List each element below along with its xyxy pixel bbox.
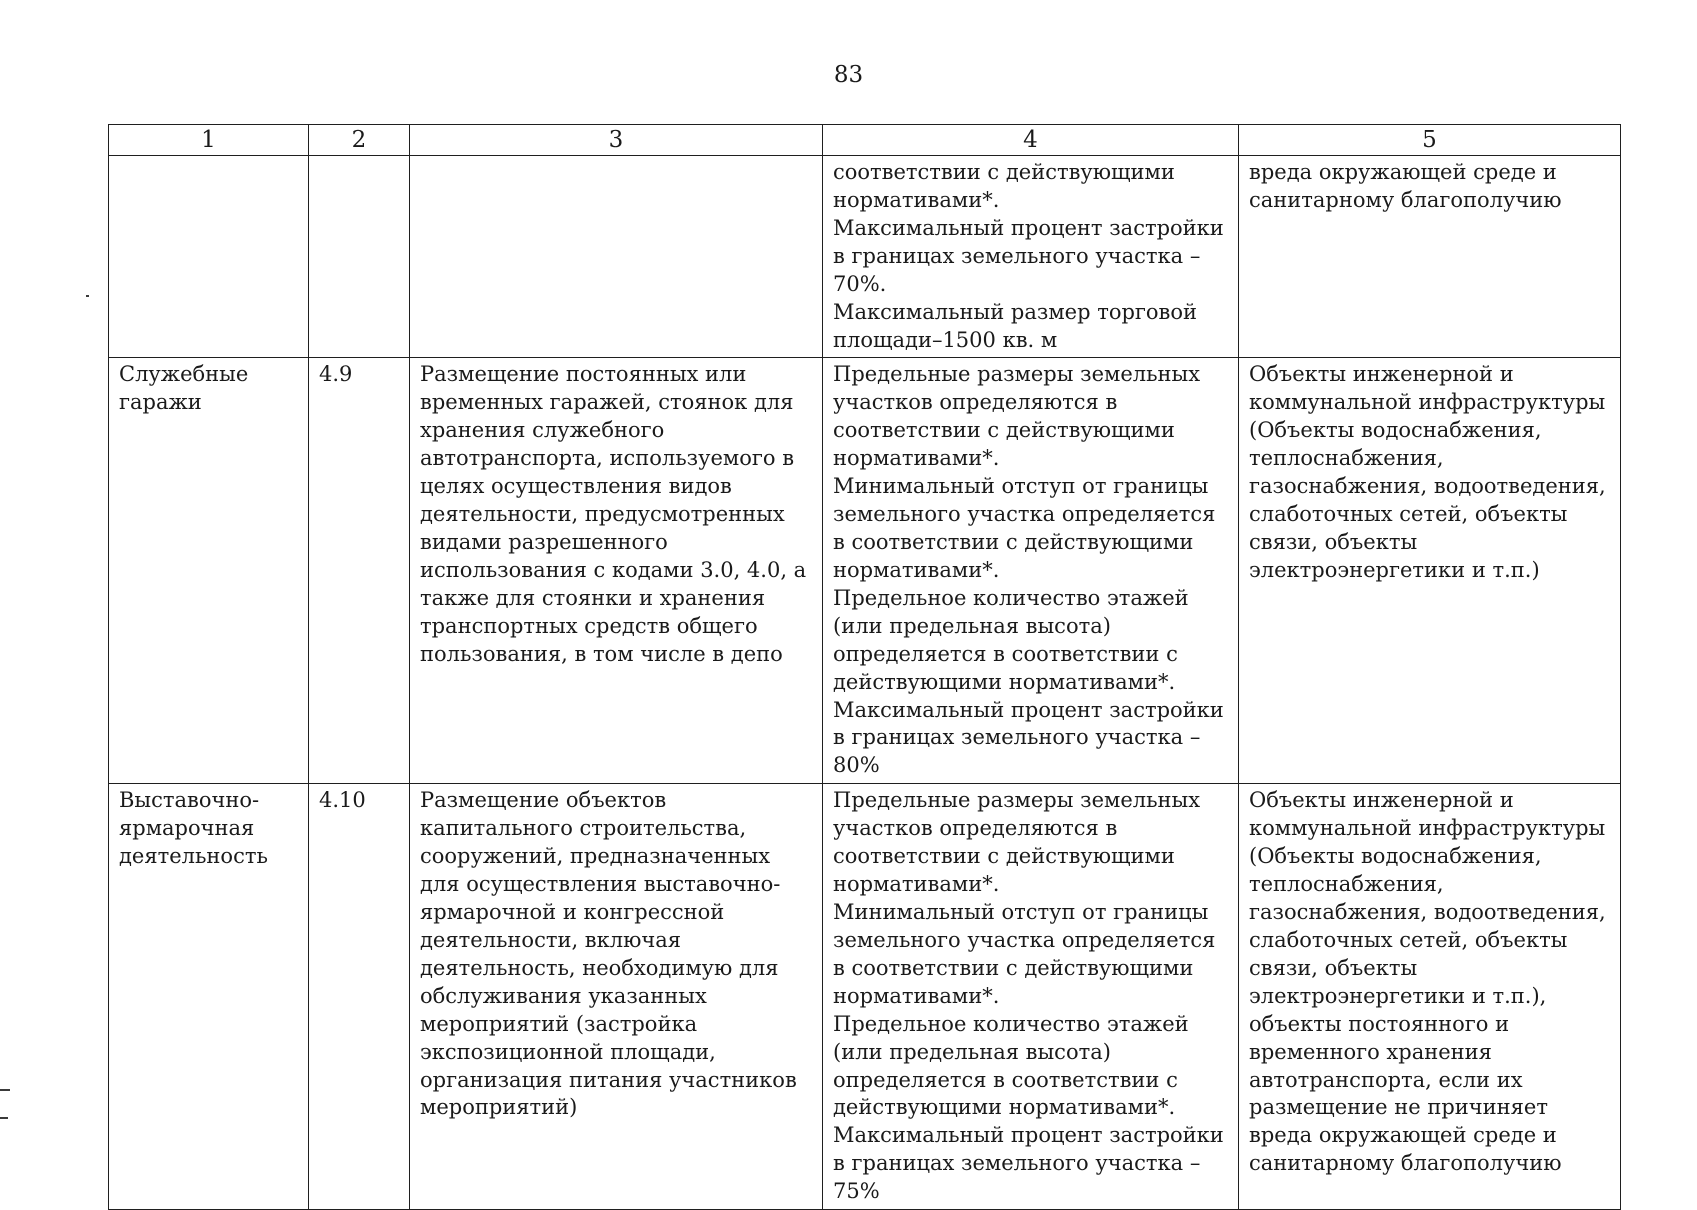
cell-auxiliary-uses: Объекты инженерной и коммунальной инфраструктуры (Объекты водоснабжения, теплоснабжения, газоснабжения, водоотведения, слаботочных сетей, объекты связи, объекты электроэнергетики и т.п.), объекты постоянного и временного хранения автотранспорта, если их размещение не причиняет вреда окружающей среде и санитарному благополучию: [1239, 784, 1621, 1210]
land-use-table: [108, 124, 1621, 1210]
column-number-4: 4: [823, 125, 1239, 156]
cell-building-parameters: [823, 156, 1239, 358]
column-number-5: 5: [1239, 125, 1621, 156]
parameter-text: Предельное количество этажей (или предельная высота) определяется в соответствии с действующими нормативами*.: [833, 1011, 1189, 1120]
parameter-text: соответствии с действующими нормативами*.: [833, 160, 1175, 212]
table-row: [109, 358, 1621, 784]
cell-use-name: [109, 156, 309, 358]
margin-mark: [0, 1117, 8, 1119]
column-number-2: 2: [309, 125, 410, 156]
scan-speck: [86, 295, 89, 297]
cell-use-code: 4.9: [309, 358, 410, 784]
parameter-text: Минимальный отступ от границы земельного участка определяется в соответствии с действующими нормативами*.: [833, 899, 1216, 1008]
cell-use-name: Служебные гаражи: [109, 358, 309, 784]
column-number-3: 3: [410, 125, 823, 156]
cell-use-code: [309, 156, 410, 358]
cell-use-name: Выставочно-ярмарочная деятельность: [109, 784, 309, 1210]
parameter-text: Максимальный процент застройки в границах земельного участка – 70%.: [833, 215, 1224, 296]
parameter-text: Предельные размеры земельных участков определяются в соответствии с действующими нормативами*.: [833, 362, 1201, 471]
cell-building-parameters: [823, 784, 1239, 1210]
cell-use-code: 4.10: [309, 784, 410, 1210]
parameter-text: Предельные размеры земельных участков определяются в соответствии с действующими нормативами*.: [833, 788, 1201, 897]
parameter-text: Минимальный отступ от границы земельного участка определяется в соответствии с действующими нормативами*.: [833, 474, 1216, 582]
parameter-text: Максимальный размер торговой площади–1500 кв. м: [833, 299, 1198, 352]
parameter-text: Предельное количество этажей (или предельная высота) определяется в соответствии с действующими нормативами*.: [833, 585, 1189, 694]
column-number-1: 1: [109, 125, 309, 156]
parameter-text: Максимальный процент застройки в границах земельного участка – 80%: [833, 697, 1224, 778]
table-row: [109, 784, 1621, 1210]
margin-mark: [0, 1089, 10, 1091]
cell-auxiliary-uses: вреда окружающей среде и санитарному благополучию: [1239, 156, 1621, 358]
parameter-text: Максимальный процент застройки в границах земельного участка – 75%: [833, 1123, 1224, 1204]
column-number-row: [109, 125, 1621, 156]
table-row-continuation: [109, 156, 1621, 358]
cell-auxiliary-uses: Объекты инженерной и коммунальной инфраструктуры (Объекты водоснабжения, теплоснабжения, газоснабжения, водоотведения, слаботочных сетей, объекты связи, объекты электроэнергетики и т.п.): [1239, 358, 1621, 784]
cell-use-description: Размещение объектов капитального строительства, сооружений, предназначенных для осуществления выставочно-ярмарочной и конгрессной деятельности, включая деятельность, необходимую для обслуживания указанных мероприятий (застройка экспозиционной площади, организация питания участников мероприятий): [410, 784, 823, 1210]
cell-building-parameters: [823, 358, 1239, 784]
cell-use-description: Размещение постоянных или временных гаражей, стоянок для хранения служебного автотранспорта, используемого в целях осуществления видов деятельности, предусмотренных видами разрешенного использования с кодами 3.0, 4.0, а также для стоянки и хранения транспортных средств общего пользования, в том числе в депо: [410, 358, 823, 784]
cell-use-description: [410, 156, 823, 358]
page-number: 83: [833, 62, 864, 88]
